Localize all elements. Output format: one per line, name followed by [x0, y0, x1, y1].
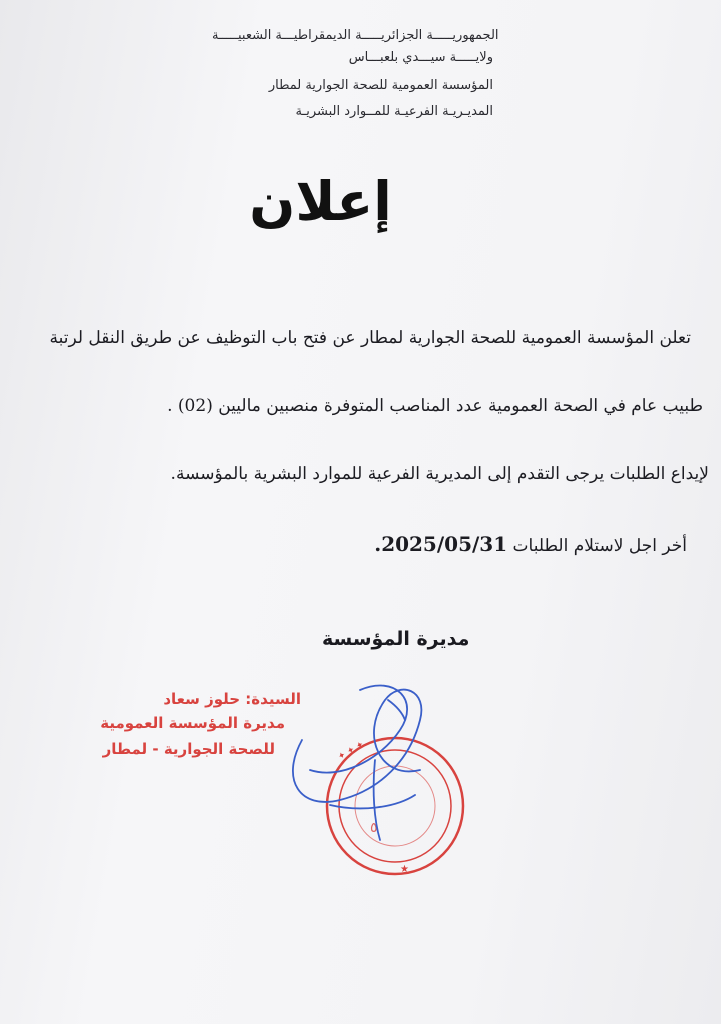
wilaya-heading: ولايـــــة سيـــدي بلعبـــاس: [348, 50, 493, 65]
round-seal: [327, 738, 463, 875]
sub-directorate-heading: المديـريـة الفرعيـة للمــوارد البشريـة: [295, 104, 493, 119]
stamp-institution: للصحة الجوارية - لمطار: [102, 740, 275, 758]
institution-heading: المؤسسة العمومية للصحة الجوارية لمطار: [268, 78, 493, 93]
svg-text:٥: ٥: [370, 820, 378, 836]
svg-text:✦ ✦ ✦: ✦ ✦ ✦: [336, 739, 367, 763]
body-line-3: لإيداع الطلبات يرجى التقدم إلى المديرية الفرعية للموارد البشرية بالمؤسسة.: [170, 464, 709, 484]
signature-title: مديرة المؤسسة: [322, 628, 470, 650]
stamp-name: السيدة: حلوز سعاد: [163, 690, 301, 708]
body-line-2: طبيب عام في الصحة العمومية عدد المناصب المتوفرة منصبين ماليين (02) .: [167, 396, 703, 416]
body-line-1: تعلن المؤسسة العمومية للصحة الجوارية لمطار عن فتح باب التوظيف عن طريق النقل لرتبة: [49, 328, 691, 348]
announcement-title: إعلان: [249, 170, 392, 233]
stamp-role: مديرة المؤسسة العمومية: [100, 714, 285, 732]
deadline-label: أخر اجل لاستلام الطلبات: [512, 536, 687, 556]
republic-heading: الجمهوريـــــة الجزائريـــــة الديمقراطيـــة الشعبيـــــة: [212, 28, 499, 43]
signature-scribble: [293, 686, 421, 840]
deadline-date: 2025/05/31.: [374, 532, 508, 556]
svg-text:★: ★: [400, 864, 409, 875]
